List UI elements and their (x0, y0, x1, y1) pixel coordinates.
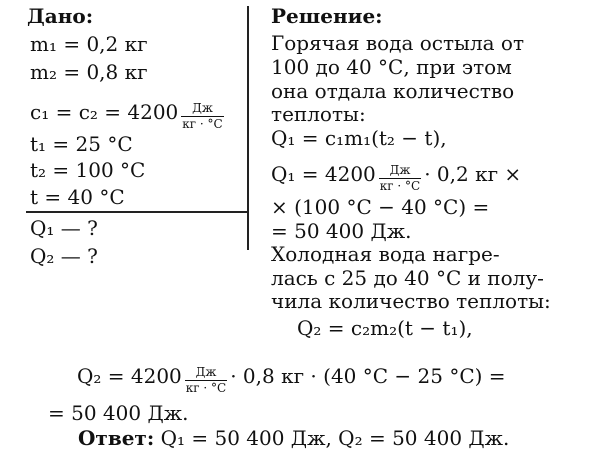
answer-line (78, 426, 509, 450)
calc-q1-rhs: · 0,2 кг × (424, 162, 522, 186)
formula-q1: Q₁ = c₁m₁(t₂ − t), (271, 126, 447, 150)
calc-q2-unit-fraction (185, 366, 227, 395)
solution-line-2: 100 до 40 °С, при этом (271, 55, 512, 79)
solution-heading: Решение: (271, 4, 383, 28)
given-c (30, 100, 227, 131)
given-c-lhs: c₁ = c₂ = 4200 (30, 100, 179, 124)
solution-line-5: Холодная вода нагре- (271, 242, 500, 266)
calc-q1-unit-fraction (379, 164, 421, 193)
fraction-denominator: кг · °С (185, 381, 227, 395)
result-q1: = 50 400 Дж. (271, 219, 412, 243)
solution-line-6: лась с 25 до 40 °С и полу- (271, 266, 544, 290)
formula-q2: Q₂ = c₂m₂(t − t₁), (297, 316, 473, 340)
solution-line-3: она отдала количество (271, 79, 515, 103)
calc-q2 (77, 364, 506, 395)
fraction-numerator: Дж (181, 102, 223, 117)
fraction-numerator: Дж (185, 366, 227, 381)
calc-q1-continuation: × (100 °С − 40 °С) = (271, 195, 490, 219)
vertical-divider (247, 6, 249, 250)
given-m1: m₁ = 0,2 кг (30, 32, 148, 56)
answer-label: Ответ: (78, 426, 155, 450)
given-t1: t₁ = 25 °С (30, 132, 133, 156)
fraction-denominator: кг · °С (379, 179, 421, 193)
find-q2: Q₂ — ? (30, 244, 98, 268)
solution-line-4: теплоты: (271, 102, 366, 126)
calc-q2-rhs: · 0,8 кг · (40 °С − 25 °С) = (230, 364, 506, 388)
given-find-divider (26, 211, 247, 213)
calc-q2-lhs: Q₂ = 4200 (77, 364, 182, 388)
solution-line-1: Горячая вода остыла от (271, 31, 525, 55)
given-t: t = 40 °С (30, 185, 125, 209)
find-q1: Q₁ — ? (30, 216, 98, 240)
calc-q1 (271, 162, 521, 193)
fraction-numerator: Дж (379, 164, 421, 179)
given-c-unit-fraction (181, 102, 223, 131)
given-heading: Дано: (27, 4, 94, 28)
fraction-denominator: кг · °С (182, 117, 223, 131)
result-q2: = 50 400 Дж. (48, 401, 189, 425)
answer-text: Q₁ = 50 400 Дж, Q₂ = 50 400 Дж. (160, 426, 510, 450)
calc-q1-lhs: Q₁ = 4200 (271, 162, 376, 186)
solution-line-7: чила количество теплоты: (271, 289, 551, 313)
given-t2: t₂ = 100 °С (30, 158, 146, 182)
given-m2: m₂ = 0,8 кг (30, 60, 148, 84)
